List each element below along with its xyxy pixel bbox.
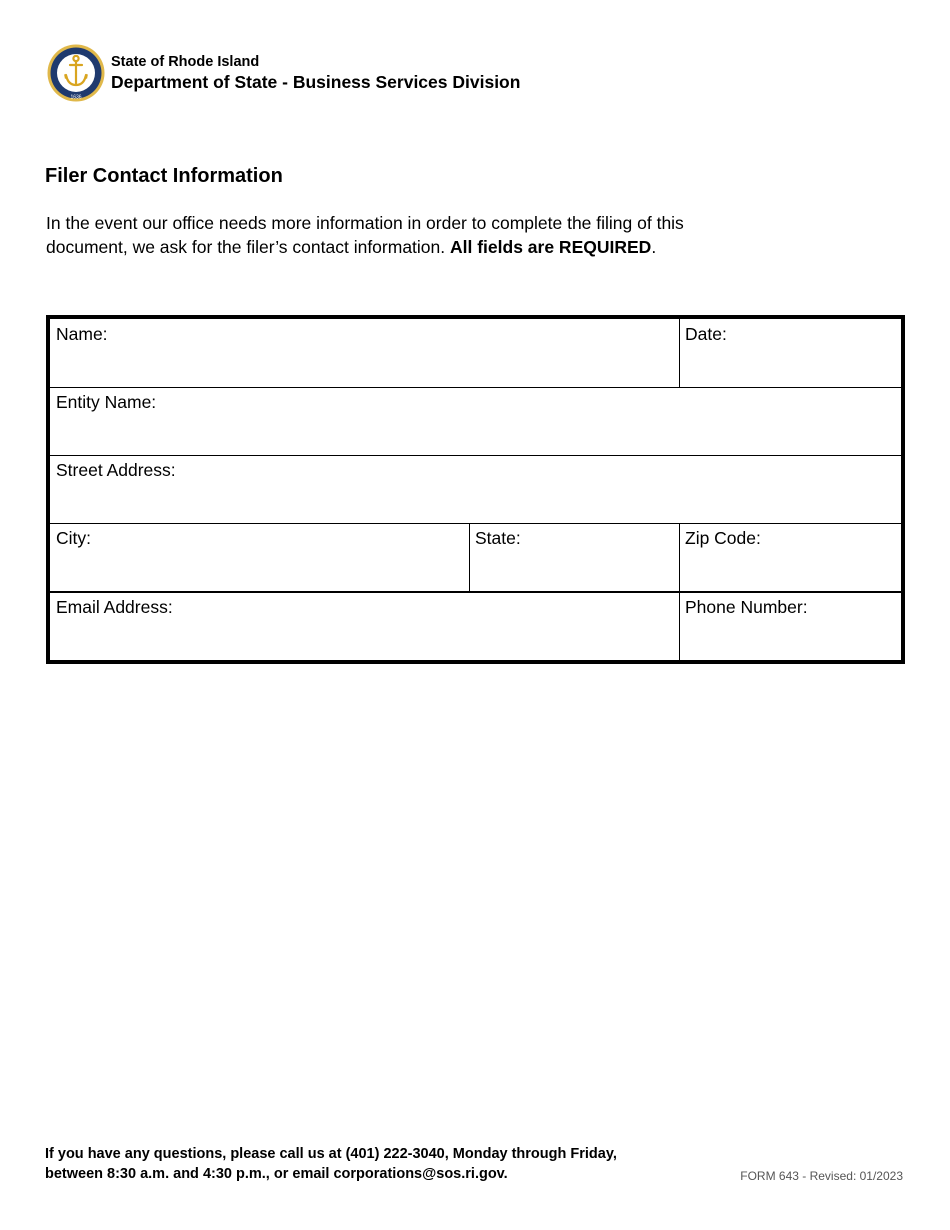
name-field[interactable] — [50, 319, 678, 386]
footer-contact-note — [45, 1145, 617, 1184]
email-address-label: Email Address: — [56, 597, 173, 617]
intro-end: . — [651, 236, 657, 257]
zip-code-field[interactable] — [679, 523, 901, 591]
phone-number-label: Phone Number: — [685, 597, 808, 617]
date-field[interactable] — [679, 319, 901, 386]
footer-line-2: between 8:30 a.m. and 4:30 p.m., or email corporations@sos.ri.gov. — [45, 1165, 508, 1182]
intro-paragraph — [46, 212, 766, 259]
name-label: Name: — [56, 324, 108, 344]
seal-year: 1636 — [70, 94, 82, 101]
street-address-label: Street Address: — [56, 460, 176, 480]
phone-number-field[interactable] — [679, 592, 901, 660]
city-label: City: — [56, 528, 91, 548]
city-field[interactable] — [50, 523, 468, 591]
section-title: Filer Contact Information — [45, 165, 283, 187]
contact-form-table — [46, 315, 905, 664]
state-field[interactable] — [469, 523, 678, 591]
state-seal-icon — [47, 44, 105, 102]
state-name: State of Rhode Island — [111, 54, 260, 70]
entity-name-label: Entity Name: — [56, 392, 157, 412]
state-label: State: — [475, 528, 521, 548]
department-name: Department of State - Business Services Division — [111, 72, 521, 92]
footer-line-1: If you have any questions, please call us at (401) 222-3040, Monday through Friday, — [45, 1146, 617, 1162]
entity-name-field[interactable] — [50, 387, 901, 454]
street-address-field[interactable] — [50, 455, 901, 522]
page-header — [47, 44, 520, 102]
zip-code-label: Zip Code: — [685, 528, 761, 548]
date-label: Date: — [685, 324, 727, 344]
intro-text: In the event our office needs more information in order to complete the filing of this document, we ask for the filer’s contact information. — [46, 213, 684, 257]
email-address-field[interactable] — [50, 592, 678, 660]
form-revision-id: FORM 643 - Revised: 01/2023 — [740, 1169, 903, 1183]
required-notice: All fields are REQUIRED — [450, 236, 652, 257]
